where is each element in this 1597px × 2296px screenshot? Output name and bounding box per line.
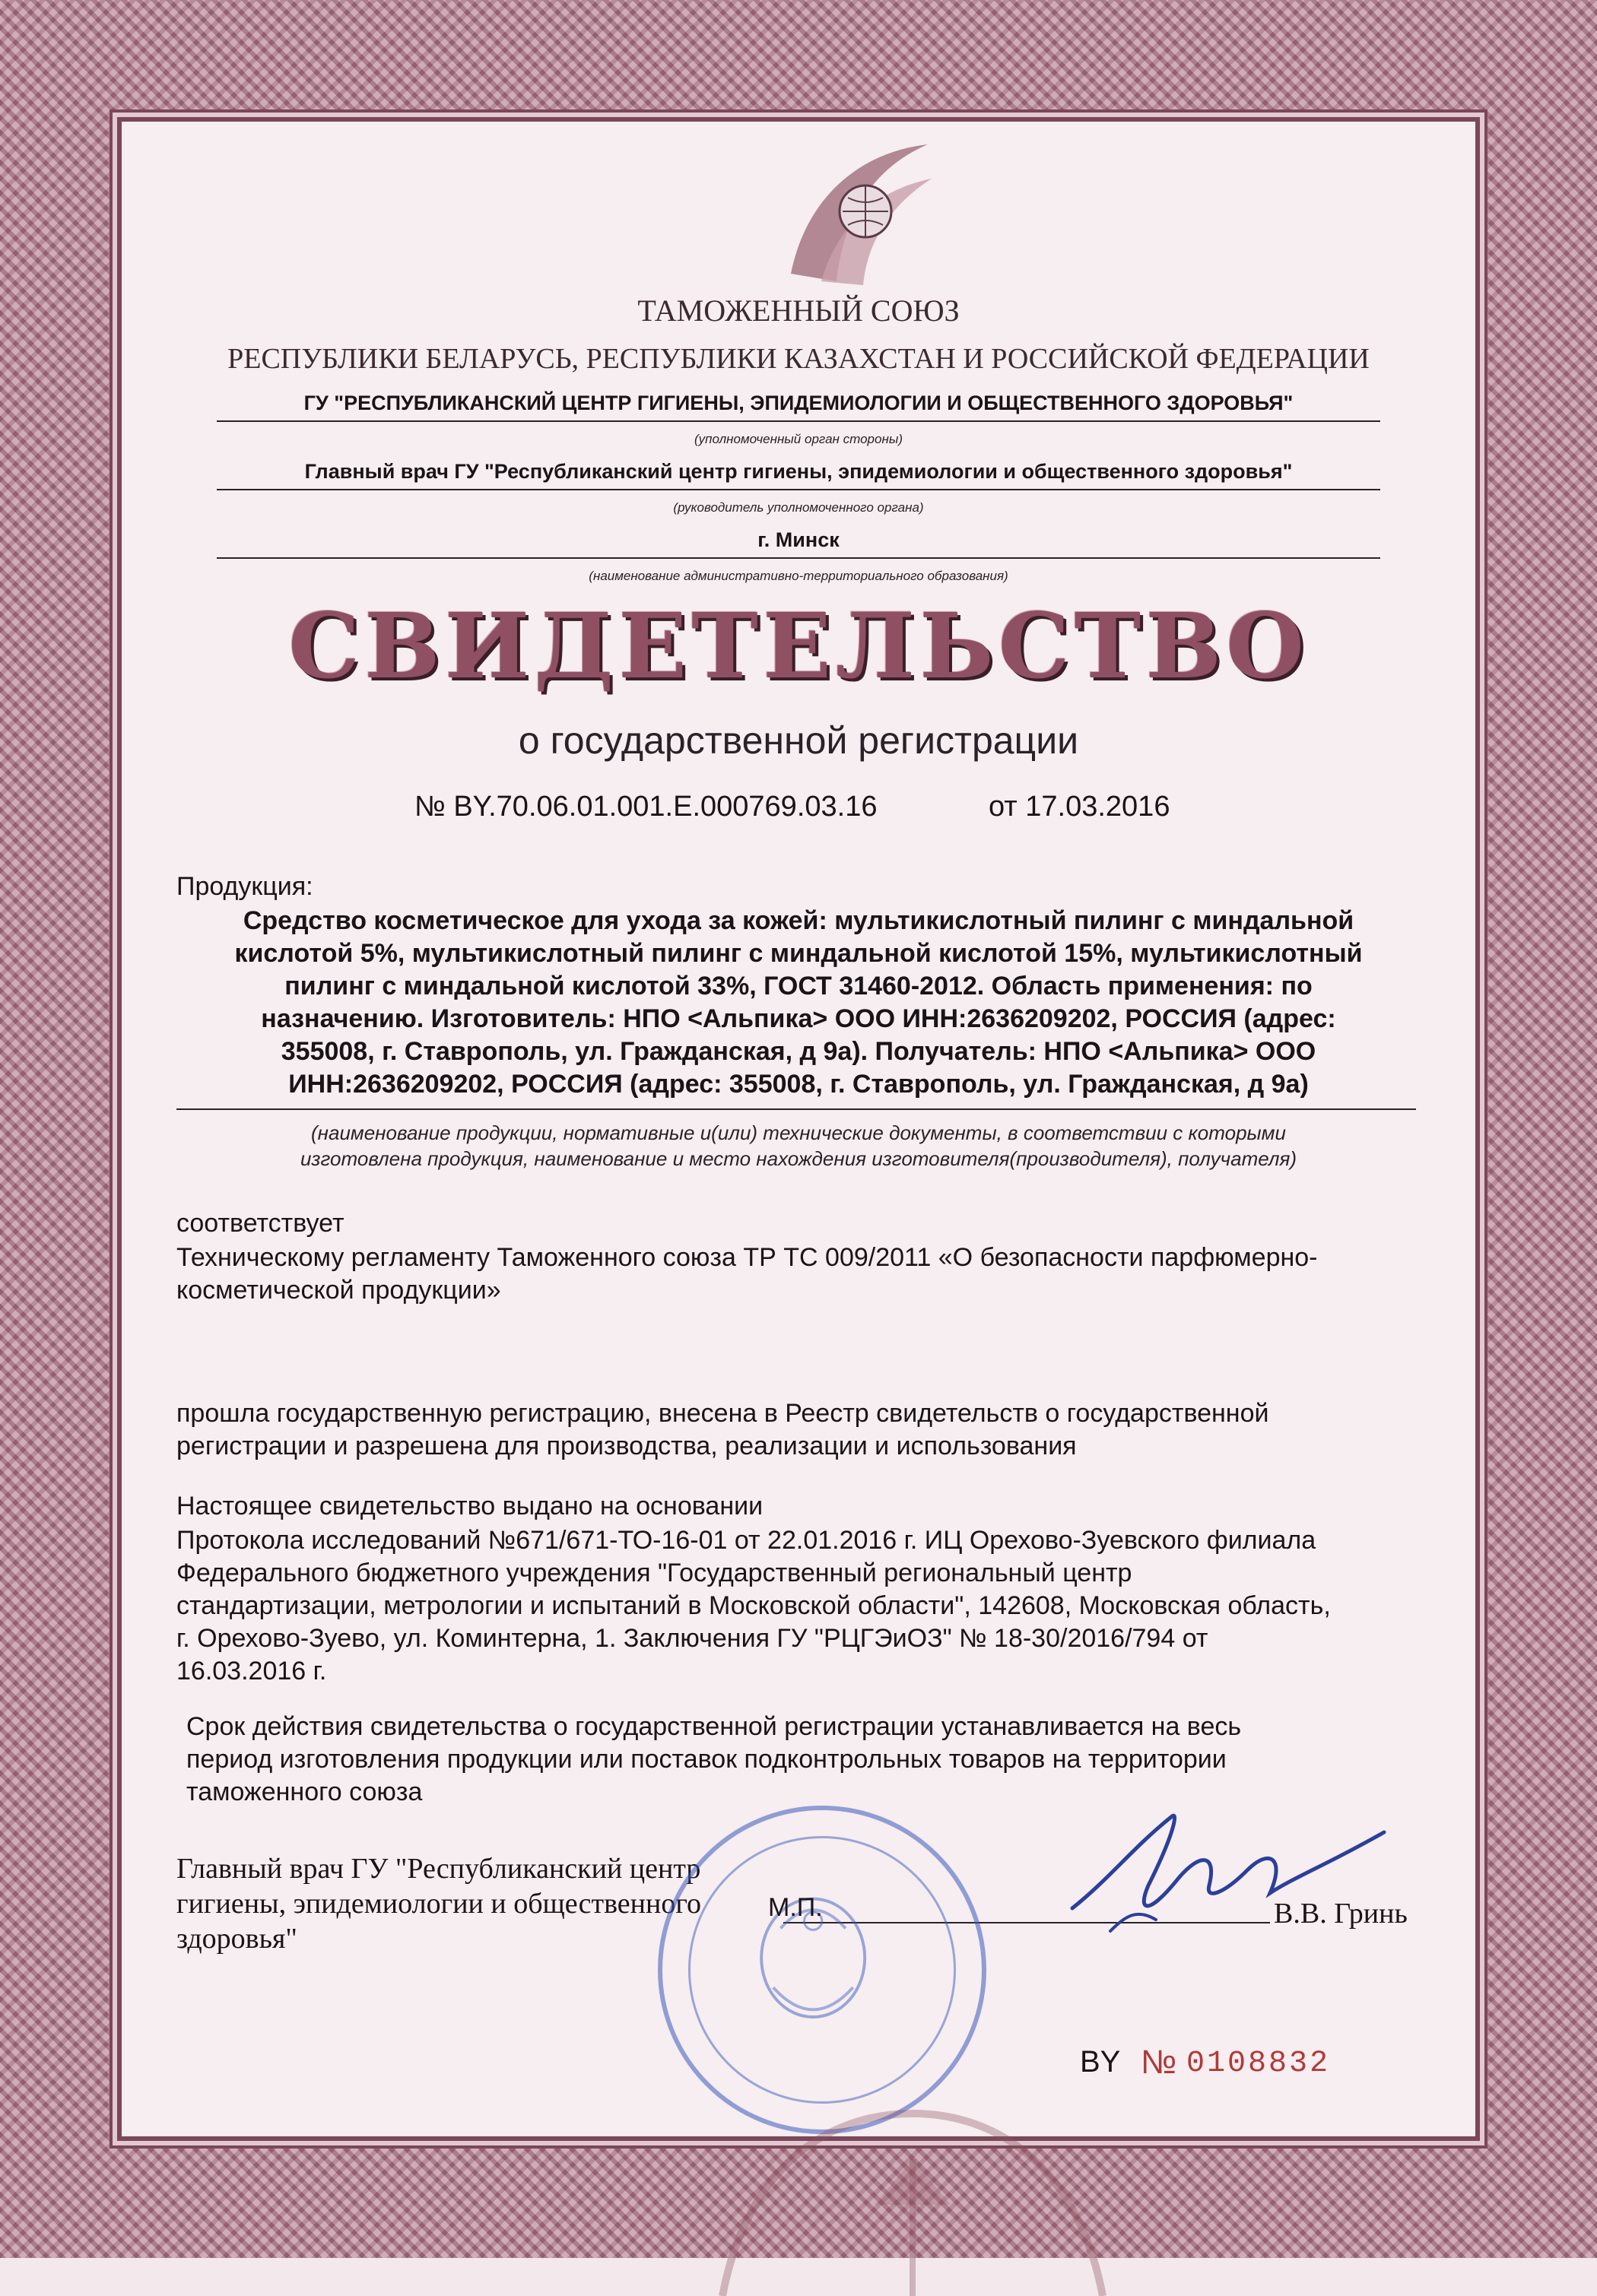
footer-country: BY <box>1080 2045 1121 2079</box>
product-line: пилинг с миндальной кислотой 33%, ГОСТ 31460-2012. Область применения: по <box>284 972 1313 1001</box>
conformity-label: соответствует <box>176 1209 344 1238</box>
registration-line: прошла государственную регистрацию, внесена в Реестр свидетельств о государственной <box>176 1399 1269 1428</box>
product-line: Средство косметическое для ухода за кожей: мультикислотный пилинг с миндальной <box>243 906 1354 935</box>
footer-serial-prefix: № <box>1141 2044 1177 2081</box>
conformity-line: косметической продукции» <box>176 1276 501 1305</box>
seal-place-label: М.П. <box>768 1893 823 1922</box>
product-line: 355008, г. Ставрополь, ул. Гражданская, д 9а). Получатель: НПО <Альпика> ООО <box>281 1037 1316 1066</box>
product-description <box>122 905 1475 1101</box>
product-line: назначению. Изготовитель: НПО <Альпика> ООО ИНН:2636209202, РОССИЯ (адрес: <box>261 1004 1336 1033</box>
product-label: Продукция: <box>176 872 313 901</box>
head-name: Главный врач ГУ "Республиканский центр гигиены, эпидемиологии и общественного здоровья" <box>304 460 1293 483</box>
medical-emblem-icon <box>700 1977 1126 2296</box>
authority-caption: (уполномоченный орган стороны) <box>694 432 903 446</box>
product-caption-line: (наименование продукции, нормативные и(или) технические документы, в соответствии с которыми <box>311 1121 1286 1144</box>
footer-serial-number: 0108832 <box>1186 2047 1331 2081</box>
product-underline <box>176 1108 1416 1110</box>
authority-name: ГУ "РЕСПУБЛИКАНСКИЙ ЦЕНТР ГИГИЕНЫ, ЭПИДЕМИОЛОГИИ И ОБЩЕСТВЕННОГО ЗДОРОВЬЯ" <box>303 392 1294 414</box>
city-name: г. Минск <box>757 528 840 551</box>
signatory-title <box>176 1851 701 1956</box>
basis-line: Федерального бюджетного учреждения "Государственный региональный центр <box>176 1559 1132 1587</box>
product-line: ИНН:2636209202, РОССИЯ (адрес: 355008, г. Ставрополь, ул. Гражданская, д 9а) <box>288 1070 1309 1099</box>
product-line: кислотой 5%, мультикислотный пилинг с миндальной кислотой 15%, мультикислотный <box>234 939 1363 968</box>
basis-line: стандартизации, метрологии и испытаний в Московской области", 142608, Московская область, <box>176 1591 1331 1620</box>
union-title: ТАМОЖЕННЫЙ СОЮЗ <box>637 293 960 328</box>
basis-label: Настоящее свидетельство выдано на основании <box>176 1492 764 1521</box>
basis-line: Протокола исследований №671/671-ТО-16-01 от 22.01.2016 г. ИЦ Орехово-Зуевского филиала <box>176 1526 1316 1555</box>
certificate-subtitle: о государственной регистрации <box>518 719 1079 762</box>
city-caption: (наименование административно-территориального образования) <box>589 569 1008 583</box>
signatory-line: здоровья" <box>176 1923 297 1955</box>
basis-text <box>176 1524 1331 1688</box>
product-caption <box>122 1120 1475 1172</box>
head-underline <box>217 489 1380 490</box>
head-caption: (руководитель уполномоченного органа) <box>673 500 924 515</box>
registration-text <box>176 1397 1268 1463</box>
authority-underline <box>217 420 1380 422</box>
signatory-line: Главный врач ГУ "Республиканский центр <box>176 1853 701 1885</box>
validity-line: таможенного союза <box>186 1777 423 1806</box>
basis-line: г. Орехово-Зуево, ул. Коминтерна, 1. Заключения ГУ "РЦГЭиОЗ" № 18-30/2016/794 от <box>176 1624 1208 1653</box>
validity-line: период изготовления продукции или поставок подконтрольных товаров на территории <box>186 1745 1227 1774</box>
certificate-sheet <box>122 122 1475 2136</box>
handwritten-signature <box>1065 1787 1392 1984</box>
registration-line: регистрации и разрешена для производства, реализации и использования <box>176 1432 1077 1460</box>
validity-line: Срок действия свидетельства о государственной регистрации устанавливается на весь <box>186 1712 1242 1741</box>
basis-line: 16.03.2016 г. <box>176 1657 327 1686</box>
conformity-text <box>176 1242 1317 1307</box>
signatory-line: гигиены, эпидемиологии и общественного <box>176 1888 701 1920</box>
certificate-title: СВИДЕТЕЛЬСТВО <box>288 593 1309 699</box>
city-underline <box>217 557 1380 559</box>
product-caption-line: изготовлена продукция, наименование и место нахождения изготовителя(производителя), получателя) <box>300 1147 1297 1170</box>
conformity-line: Техническому регламенту Таможенного союза ТР ТС 009/2011 «О безопасности парфюмерно- <box>176 1243 1318 1272</box>
customs-union-emblem-icon <box>776 137 935 289</box>
republics-title: РЕСПУБЛИКИ БЕЛАРУСЬ, РЕСПУБЛИКИ КАЗАХСТАН И РОССИЙСКОЙ ФЕДЕРАЦИИ <box>227 343 1370 375</box>
certificate-date: от 17.03.2016 <box>989 791 1170 823</box>
signatory-name: В.В. Гринь <box>1274 1898 1408 1930</box>
certificate-number: № BY.70.06.01.001.Е.000769.03.16 <box>414 791 878 823</box>
